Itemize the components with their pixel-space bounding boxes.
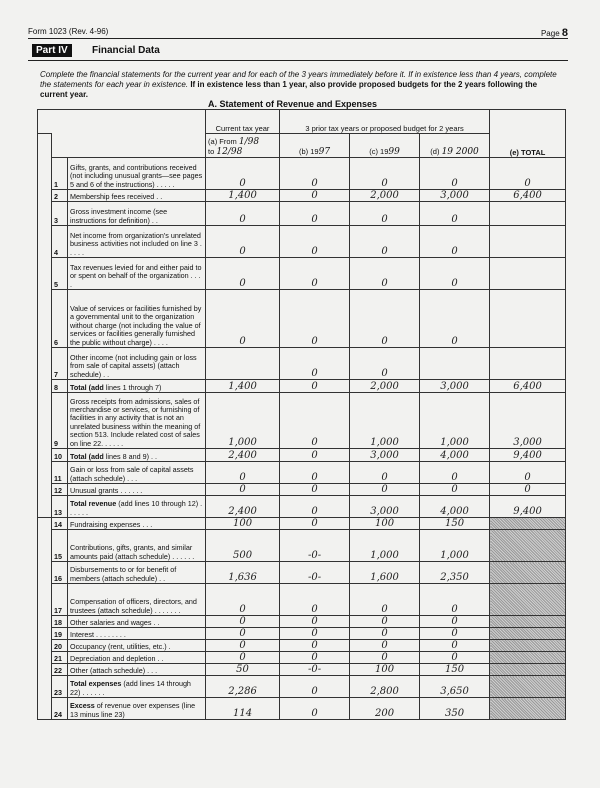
value-e[interactable]: 0 bbox=[490, 158, 566, 190]
instructions-bold: If in existence less than 1 year, also provide proposed budgets for the 2 years following the current year. bbox=[40, 80, 538, 99]
value-d[interactable]: 0 bbox=[420, 628, 490, 640]
shaded-cell bbox=[490, 616, 566, 628]
value-e[interactable]: 0 bbox=[490, 462, 566, 484]
line-number: 9 bbox=[52, 393, 68, 449]
value-b[interactable]: 0 bbox=[280, 380, 350, 393]
revenue-row-3 bbox=[38, 202, 566, 226]
expense-row-17 bbox=[38, 584, 566, 616]
page-number: 8 bbox=[561, 27, 568, 39]
line-number: 6 bbox=[52, 290, 68, 348]
revenue-row-2 bbox=[38, 190, 566, 202]
value-d[interactable]: 0 bbox=[420, 158, 490, 190]
line-number: 23 bbox=[52, 676, 68, 698]
line-description: Other salaries and wages . . bbox=[68, 616, 206, 628]
value-d[interactable]: 1,000 bbox=[420, 530, 490, 562]
line-number: 19 bbox=[52, 628, 68, 640]
revenue-row-1 bbox=[38, 158, 566, 190]
value-c[interactable]: 3,000 bbox=[350, 496, 420, 518]
col-e-top bbox=[490, 110, 566, 134]
revenue-row-8 bbox=[38, 380, 566, 393]
value-b[interactable]: 0 bbox=[280, 584, 350, 616]
value-d[interactable]: 1,000 bbox=[420, 393, 490, 449]
shaded-cell bbox=[490, 664, 566, 676]
value-a[interactable]: 0 bbox=[206, 462, 280, 484]
value-c[interactable]: 0 bbox=[350, 348, 420, 380]
shaded-cell bbox=[490, 676, 566, 698]
line-description: Total expenses (add lines 14 through 22) . . . . . . bbox=[68, 676, 206, 698]
value-c[interactable]: 100 bbox=[350, 664, 420, 676]
value-c[interactable]: 0 bbox=[350, 484, 420, 496]
col-a-to: 12/98 bbox=[216, 147, 243, 157]
line-description: Excess of revenue over expenses (line 13 minus line 23) bbox=[68, 698, 206, 720]
line-description: Other (attach schedule) . . . bbox=[68, 664, 206, 676]
line-description: Gross receipts from admissions, sales of merchandise or services, or furnishing of facilities in any activity that is not an unrelated business within the meaning of section 513. Include related cost of sales on line 22. . . . . . bbox=[68, 393, 206, 449]
value-b[interactable]: 0 bbox=[280, 348, 350, 380]
value-e[interactable]: 0 bbox=[490, 484, 566, 496]
form-id: Form 1023 (Rev. 4-96) bbox=[28, 27, 109, 36]
value-b[interactable]: -0- bbox=[280, 530, 350, 562]
value-b[interactable]: 0 bbox=[280, 640, 350, 652]
value-c[interactable]: 1,000 bbox=[350, 530, 420, 562]
revenue-row-5 bbox=[38, 258, 566, 290]
revenue-row-11 bbox=[38, 462, 566, 484]
value-c[interactable]: 0 bbox=[350, 616, 420, 628]
expense-row-15 bbox=[38, 530, 566, 562]
value-b[interactable]: 0 bbox=[280, 518, 350, 530]
line-number: 7 bbox=[52, 348, 68, 380]
line-description: Total revenue (add lines 10 through 12) . . . . . . bbox=[68, 496, 206, 518]
value-e[interactable] bbox=[490, 202, 566, 226]
line-number: 21 bbox=[52, 652, 68, 664]
shaded-cell bbox=[490, 628, 566, 640]
value-c[interactable]: 100 bbox=[350, 518, 420, 530]
expenses-side-label bbox=[38, 518, 52, 720]
value-a[interactable]: 2,400 bbox=[206, 449, 280, 462]
revenue-row-6 bbox=[38, 290, 566, 348]
value-b[interactable]: 0 bbox=[280, 496, 350, 518]
value-a[interactable]: 50 bbox=[206, 664, 280, 676]
value-b[interactable]: 0 bbox=[280, 462, 350, 484]
value-a[interactable]: 500 bbox=[206, 530, 280, 562]
value-e[interactable] bbox=[490, 258, 566, 290]
value-c[interactable]: 0 bbox=[350, 652, 420, 664]
value-e[interactable] bbox=[490, 226, 566, 258]
line-description: Total (add lines 1 through 7) bbox=[68, 380, 206, 393]
value-c[interactable]: 1,000 bbox=[350, 393, 420, 449]
line-description: Membership fees received . . bbox=[68, 190, 206, 202]
revenue-row-7 bbox=[38, 348, 566, 380]
value-c[interactable]: 0 bbox=[350, 226, 420, 258]
shaded-cell bbox=[490, 652, 566, 664]
value-b[interactable]: 0 bbox=[280, 628, 350, 640]
value-e[interactable]: 3,000 bbox=[490, 393, 566, 449]
value-c[interactable]: 2,000 bbox=[350, 380, 420, 393]
expense-row-19 bbox=[38, 628, 566, 640]
value-a[interactable]: 0 bbox=[206, 640, 280, 652]
value-a[interactable]: 2,286 bbox=[206, 676, 280, 698]
value-d[interactable]: 0 bbox=[420, 290, 490, 348]
instructions-italic: Complete the financial statements for the current year and for each of the 3 years immediately before it. If in existence less than 4 years, complete the statements for each year in existence. bbox=[40, 70, 557, 89]
expense-row-21 bbox=[38, 652, 566, 664]
value-b[interactable]: 0 bbox=[280, 616, 350, 628]
col-e: (e) TOTAL bbox=[490, 134, 566, 158]
line-number: 5 bbox=[52, 258, 68, 290]
value-d[interactable]: 150 bbox=[420, 518, 490, 530]
value-e[interactable] bbox=[490, 290, 566, 348]
value-a[interactable] bbox=[206, 348, 280, 380]
line-number: 18 bbox=[52, 616, 68, 628]
value-a[interactable]: 0 bbox=[206, 484, 280, 496]
part-badge: Part IV bbox=[32, 44, 72, 57]
value-b[interactable]: -0- bbox=[280, 562, 350, 584]
value-e[interactable] bbox=[490, 348, 566, 380]
line-number: 15 bbox=[52, 530, 68, 562]
value-b[interactable]: -0- bbox=[280, 664, 350, 676]
value-d[interactable]: 4,000 bbox=[420, 449, 490, 462]
value-d[interactable]: 0 bbox=[420, 616, 490, 628]
value-c[interactable]: 0 bbox=[350, 640, 420, 652]
value-c[interactable]: 200 bbox=[350, 698, 420, 720]
value-a[interactable]: 0 bbox=[206, 652, 280, 664]
value-d[interactable]: 3,000 bbox=[420, 380, 490, 393]
expense-row-14 bbox=[38, 518, 566, 530]
value-a[interactable]: 0 bbox=[206, 628, 280, 640]
line-description: Fundraising expenses . . . bbox=[68, 518, 206, 530]
part-rule bbox=[28, 60, 568, 61]
value-b[interactable]: 0 bbox=[280, 226, 350, 258]
expense-row-20 bbox=[38, 640, 566, 652]
revenue-row-12 bbox=[38, 484, 566, 496]
line-description: Disbursements to or for benefit of members (attach schedule) . . bbox=[68, 562, 206, 584]
value-a[interactable]: 114 bbox=[206, 698, 280, 720]
value-d[interactable]: 0 bbox=[420, 202, 490, 226]
value-b[interactable]: 0 bbox=[280, 258, 350, 290]
value-b[interactable]: 0 bbox=[280, 158, 350, 190]
value-c[interactable]: 2,000 bbox=[350, 190, 420, 202]
value-b[interactable]: 0 bbox=[280, 652, 350, 664]
col-b: (b) 1997 bbox=[280, 134, 350, 158]
col-prior: 3 prior tax years or proposed budget for 2 years bbox=[280, 110, 490, 134]
value-d[interactable]: 150 bbox=[420, 664, 490, 676]
value-a[interactable]: 1,400 bbox=[206, 380, 280, 393]
value-d[interactable]: 350 bbox=[420, 698, 490, 720]
value-c[interactable]: 0 bbox=[350, 258, 420, 290]
line-description: Unusual grants . . . . . . bbox=[68, 484, 206, 496]
value-b[interactable]: 0 bbox=[280, 484, 350, 496]
value-a[interactable]: 0 bbox=[206, 258, 280, 290]
shaded-cell bbox=[490, 698, 566, 720]
value-d[interactable]: 0 bbox=[420, 226, 490, 258]
revenue-row-10 bbox=[38, 449, 566, 462]
line-number: 13 bbox=[52, 496, 68, 518]
value-c[interactable]: 0 bbox=[350, 202, 420, 226]
expense-row-23 bbox=[38, 676, 566, 698]
value-b[interactable]: 0 bbox=[280, 290, 350, 348]
header-blank bbox=[38, 110, 206, 134]
line-number: 22 bbox=[52, 664, 68, 676]
value-d[interactable]: 0 bbox=[420, 484, 490, 496]
instructions bbox=[40, 70, 560, 100]
line-number: 12 bbox=[52, 484, 68, 496]
value-d[interactable]: 0 bbox=[420, 462, 490, 484]
line-number: 16 bbox=[52, 562, 68, 584]
value-c[interactable]: 0 bbox=[350, 462, 420, 484]
value-e[interactable]: 6,400 bbox=[490, 190, 566, 202]
line-number: 4 bbox=[52, 226, 68, 258]
line-description: Total (add lines 8 and 9) . . bbox=[68, 449, 206, 462]
line-description: Tax revenues levied for and either paid to or spent on behalf of the organization . . . . bbox=[68, 258, 206, 290]
value-a[interactable]: 1,636 bbox=[206, 562, 280, 584]
line-number: 20 bbox=[52, 640, 68, 652]
line-number: 3 bbox=[52, 202, 68, 226]
line-description: Contributions, gifts, grants, and similar amounts paid (attach schedule) . . . . . . bbox=[68, 530, 206, 562]
col-current: Current tax year bbox=[206, 110, 280, 134]
page-label: Page bbox=[540, 29, 560, 38]
value-b[interactable]: 0 bbox=[280, 393, 350, 449]
line-description: Other income (not including gain or loss from sale of capital assets) (attach schedule) . . bbox=[68, 348, 206, 380]
value-d[interactable]: 0 bbox=[420, 584, 490, 616]
value-c[interactable]: 0 bbox=[350, 584, 420, 616]
value-a[interactable]: 1,000 bbox=[206, 393, 280, 449]
line-number: 24 bbox=[52, 698, 68, 720]
value-d[interactable]: 2,350 bbox=[420, 562, 490, 584]
value-a[interactable]: 100 bbox=[206, 518, 280, 530]
value-c[interactable]: 0 bbox=[350, 158, 420, 190]
expense-row-22 bbox=[38, 664, 566, 676]
line-description: Gifts, grants, and contributions received (not including unusual grants—see pages 5 and 6 of the instructions) . . . . . bbox=[68, 158, 206, 190]
revenue-expense-table bbox=[37, 109, 566, 720]
col-d: (d) 19 2000 bbox=[420, 134, 490, 158]
revenue-side-label bbox=[38, 134, 52, 518]
value-d[interactable] bbox=[420, 348, 490, 380]
value-d[interactable]: 0 bbox=[420, 652, 490, 664]
value-a[interactable]: 0 bbox=[206, 584, 280, 616]
shaded-cell bbox=[490, 584, 566, 616]
value-b[interactable]: 0 bbox=[280, 698, 350, 720]
value-c[interactable]: 2,800 bbox=[350, 676, 420, 698]
line-description: Depreciation and depletion . . bbox=[68, 652, 206, 664]
value-d[interactable]: 0 bbox=[420, 640, 490, 652]
line-description: Gross investment income (see instructions for definition) . . bbox=[68, 202, 206, 226]
line-description: Compensation of officers, directors, and trustees (attach schedule) . . . . . . . bbox=[68, 584, 206, 616]
value-e[interactable]: 9,400 bbox=[490, 496, 566, 518]
header-blank-2 bbox=[52, 134, 206, 158]
revenue-row-4 bbox=[38, 226, 566, 258]
shaded-cell bbox=[490, 640, 566, 652]
value-e[interactable]: 9,400 bbox=[490, 449, 566, 462]
value-a[interactable]: 2,400 bbox=[206, 496, 280, 518]
col-a-from: 1/98 bbox=[238, 137, 260, 147]
value-d[interactable]: 3,000 bbox=[420, 190, 490, 202]
line-description: Net income from organization's unrelated business activities not included on line 3 . . . . . bbox=[68, 226, 206, 258]
value-d[interactable]: 4,000 bbox=[420, 496, 490, 518]
line-number: 1 bbox=[52, 158, 68, 190]
section-title: A. Statement of Revenue and Expenses bbox=[208, 99, 378, 109]
value-c[interactable]: 1,600 bbox=[350, 562, 420, 584]
shaded-cell bbox=[490, 518, 566, 530]
value-b[interactable]: 0 bbox=[280, 676, 350, 698]
value-c[interactable]: 0 bbox=[350, 290, 420, 348]
value-b[interactable]: 0 bbox=[280, 449, 350, 462]
line-number: 2 bbox=[52, 190, 68, 202]
value-a[interactable]: 0 bbox=[206, 202, 280, 226]
value-c[interactable]: 0 bbox=[350, 628, 420, 640]
value-a[interactable]: 0 bbox=[206, 158, 280, 190]
line-number: 11 bbox=[52, 462, 68, 484]
line-description: Occupancy (rent, utilities, etc.) . bbox=[68, 640, 206, 652]
revenue-row-9 bbox=[38, 393, 566, 449]
value-d[interactable]: 3,650 bbox=[420, 676, 490, 698]
col-a: (a) From 1/98 to 12/98 bbox=[206, 134, 280, 158]
line-number: 10 bbox=[52, 449, 68, 462]
value-b[interactable]: 0 bbox=[280, 190, 350, 202]
value-a[interactable]: 0 bbox=[206, 616, 280, 628]
shaded-cell bbox=[490, 530, 566, 562]
line-description: Interest . . . . . . . . bbox=[68, 628, 206, 640]
line-number: 17 bbox=[52, 584, 68, 616]
value-d[interactable]: 0 bbox=[420, 258, 490, 290]
line-description: Gain or loss from sale of capital assets (attach schedule) . . . bbox=[68, 462, 206, 484]
col-c: (c) 1999 bbox=[350, 134, 420, 158]
value-b[interactable]: 0 bbox=[280, 202, 350, 226]
line-description: Value of services or facilities furnished by a governmental unit to the organization without charge (not including the value of services or facilities generally furnished the public without charge) . . . . bbox=[68, 290, 206, 348]
shaded-cell bbox=[490, 562, 566, 584]
value-e[interactable]: 6,400 bbox=[490, 380, 566, 393]
value-a[interactable]: 0 bbox=[206, 290, 280, 348]
expense-row-24 bbox=[38, 698, 566, 720]
line-number: 14 bbox=[52, 518, 68, 530]
value-c[interactable]: 3,000 bbox=[350, 449, 420, 462]
part-title: Financial Data bbox=[92, 45, 160, 56]
value-a[interactable]: 1,400 bbox=[206, 190, 280, 202]
expense-row-16 bbox=[38, 562, 566, 584]
expense-row-18 bbox=[38, 616, 566, 628]
line-number: 8 bbox=[52, 380, 68, 393]
header-rule bbox=[28, 38, 568, 39]
revenue-row-13 bbox=[38, 496, 566, 518]
value-a[interactable]: 0 bbox=[206, 226, 280, 258]
